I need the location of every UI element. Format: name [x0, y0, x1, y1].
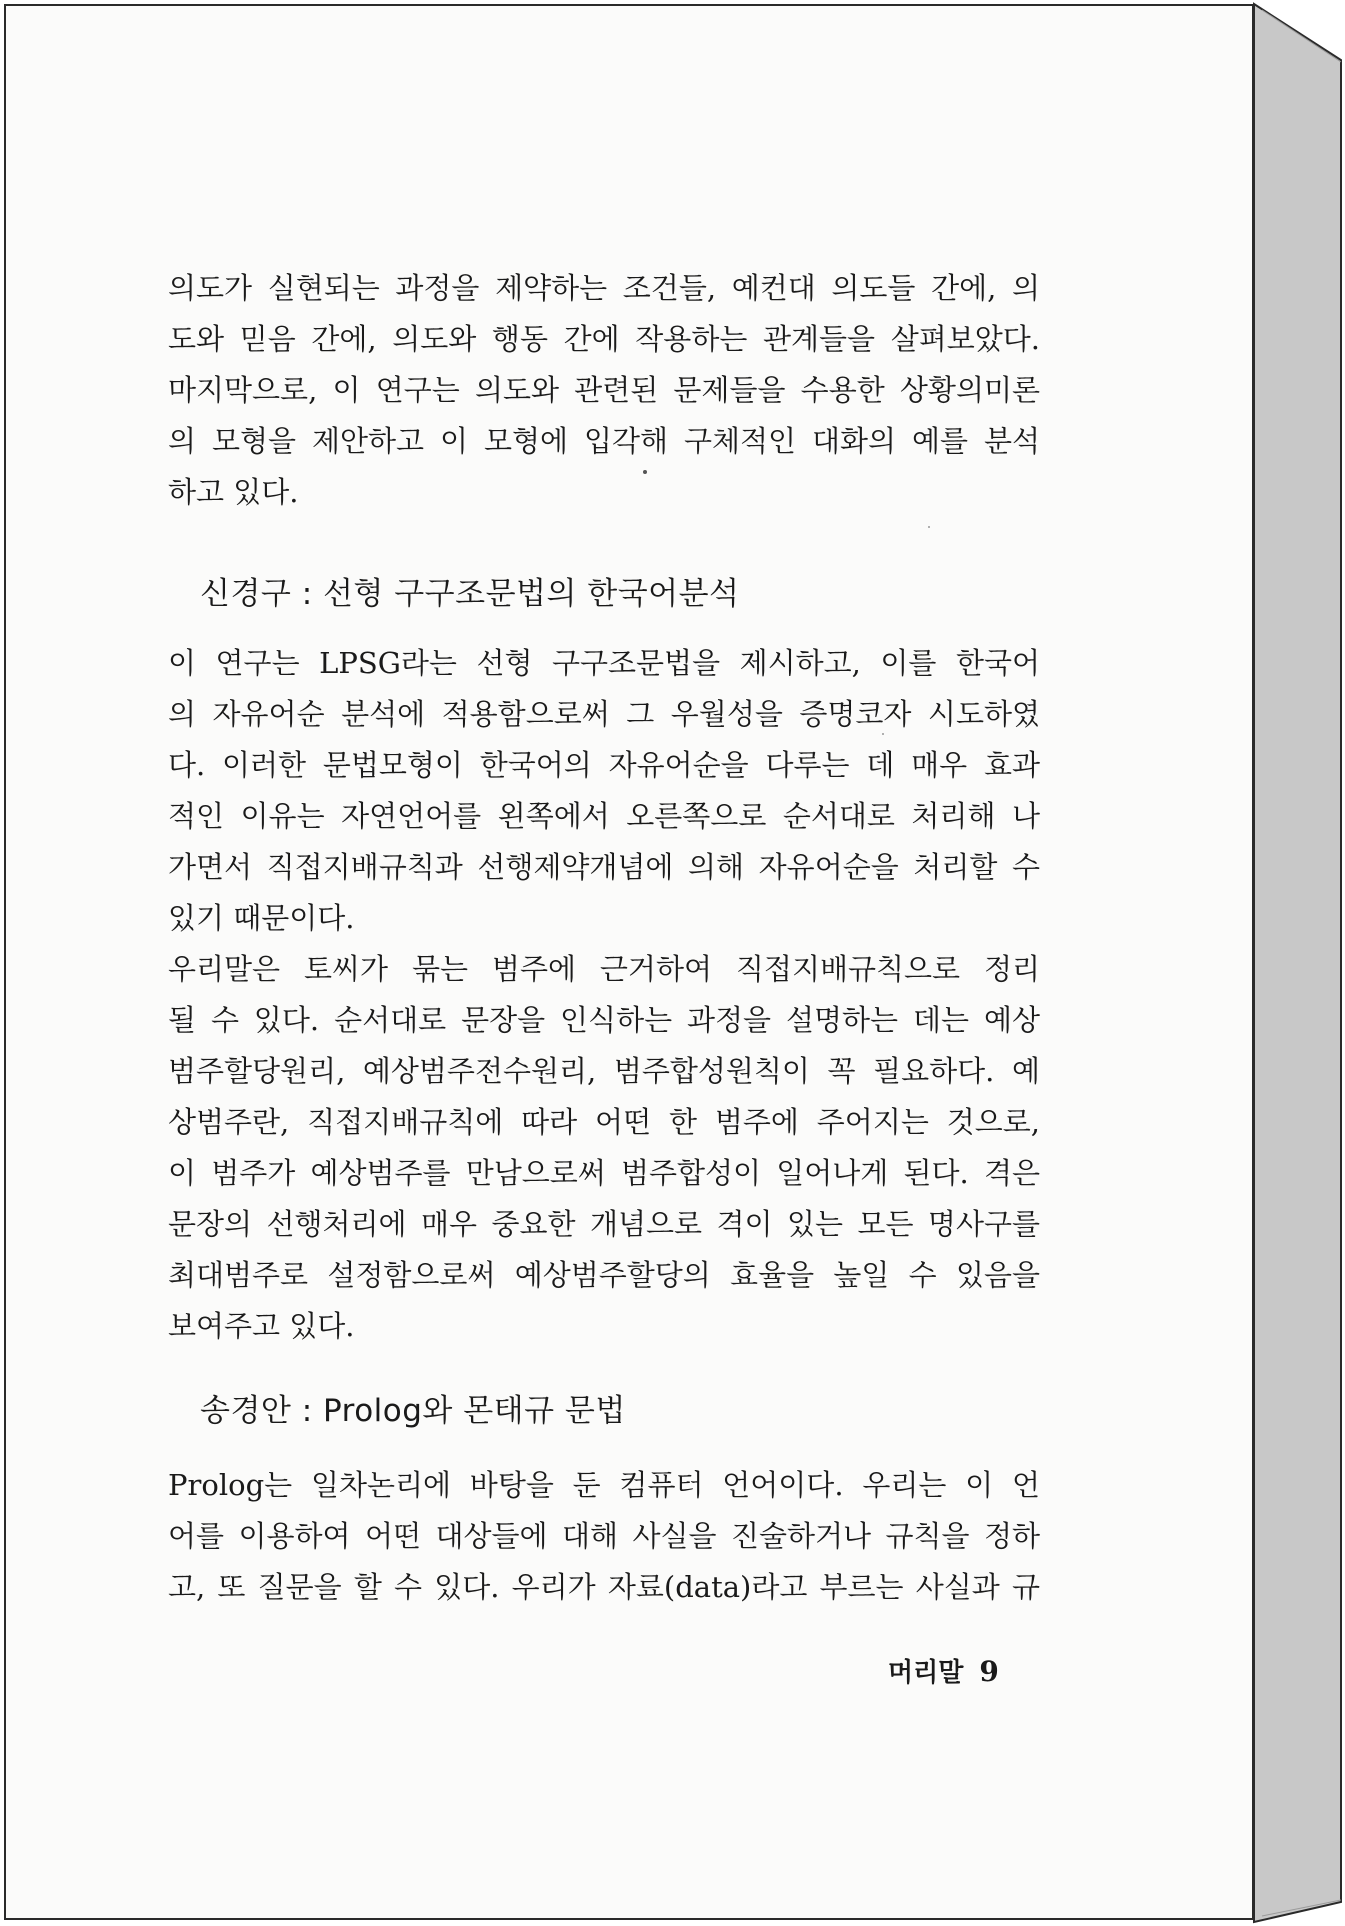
section-body	[168, 1460, 1040, 1613]
text-line: 의도가 실현되는 과정을 제약하는 조건들, 예컨대 의도들 간에, 의	[168, 271, 1040, 305]
section-body	[168, 638, 1040, 1352]
page-number: 9	[979, 1655, 999, 1688]
text-line: 가면서 직접지배규칙과 선행제약개념에 의해 자유어순을 처리할 수	[168, 850, 1040, 884]
text-line: 최대범주로 설정함으로써 예상범주할당의 효율을 높일 수 있음을	[168, 1258, 1040, 1292]
text-line: 마지막으로, 이 연구는 의도와 관련된 문제들을 수용한 상황의미론	[168, 373, 1040, 407]
scan-speck	[928, 526, 930, 528]
section-heading: 송경안 : Prolog와 몬태규 문법	[200, 1393, 626, 1429]
text-line: 다. 이러한 문법모형이 한국어의 자유어순을 다루는 데 매우 효과	[168, 748, 1040, 782]
text-line: 있기 때문이다.	[168, 901, 355, 935]
text-line: Prolog는 일차논리에 바탕을 둔 컴퓨터 언어이다. 우리는 이 언	[168, 1468, 1040, 1502]
text-line: 의 자유어순 분석에 적용함으로써 그 우월성을 증명코자 시도하였	[168, 697, 1040, 731]
section-heading: 신경구 : 선형 구구조문법의 한국어분석	[200, 576, 740, 612]
page-footer	[888, 1652, 999, 1689]
scan-speck	[882, 733, 884, 735]
text-line: 범주할당원리, 예상범주전수원리, 범주합성원칙이 꼭 필요하다. 예	[168, 1054, 1040, 1088]
text-line: 우리말은 토씨가 묶는 범주에 근거하여 직접지배규칙으로 정리	[168, 952, 1040, 986]
text-line: 고, 또 질문을 할 수 있다. 우리가 자료(data)라고 부르는 사실과 규	[168, 1570, 1040, 1604]
text-line: 적인 이유는 자연언어를 왼쪽에서 오른쪽으로 순서대로 처리해 나	[168, 799, 1040, 833]
text-line: 상범주란, 직접지배규칙에 따라 어떤 한 범주에 주어지는 것으로,	[168, 1105, 1040, 1139]
text-line: 도와 믿음 간에, 의도와 행동 간에 작용하는 관계들을 살펴보았다.	[168, 322, 1040, 356]
running-title: 머리말	[888, 1658, 964, 1688]
text-line: 어를 이용하여 어떤 대상들에 대해 사실을 진술하거나 규칙을 정하	[168, 1519, 1040, 1553]
text-line: 이 범주가 예상범주를 만남으로써 범주합성이 일어나게 된다. 격은	[168, 1156, 1040, 1190]
book-edge-face	[1254, 4, 1341, 1922]
text-line: 문장의 선행처리에 매우 중요한 개념으로 격이 있는 모든 명사구를	[168, 1207, 1040, 1241]
intro-paragraph	[168, 263, 1040, 518]
text-line: 하고 있다.	[168, 475, 299, 509]
text-line: 이 연구는 LPSG라는 선형 구구조문법을 제시하고, 이를 한국어	[168, 646, 1040, 680]
text-line: 의 모형을 제안하고 이 모형에 입각해 구체적인 대화의 예를 분석	[168, 424, 1040, 458]
text-line: 보여주고 있다.	[168, 1309, 355, 1343]
text-line: 될 수 있다. 순서대로 문장을 인식하는 과정을 설명하는 데는 예상	[168, 1003, 1040, 1037]
scan-speck	[643, 470, 647, 474]
